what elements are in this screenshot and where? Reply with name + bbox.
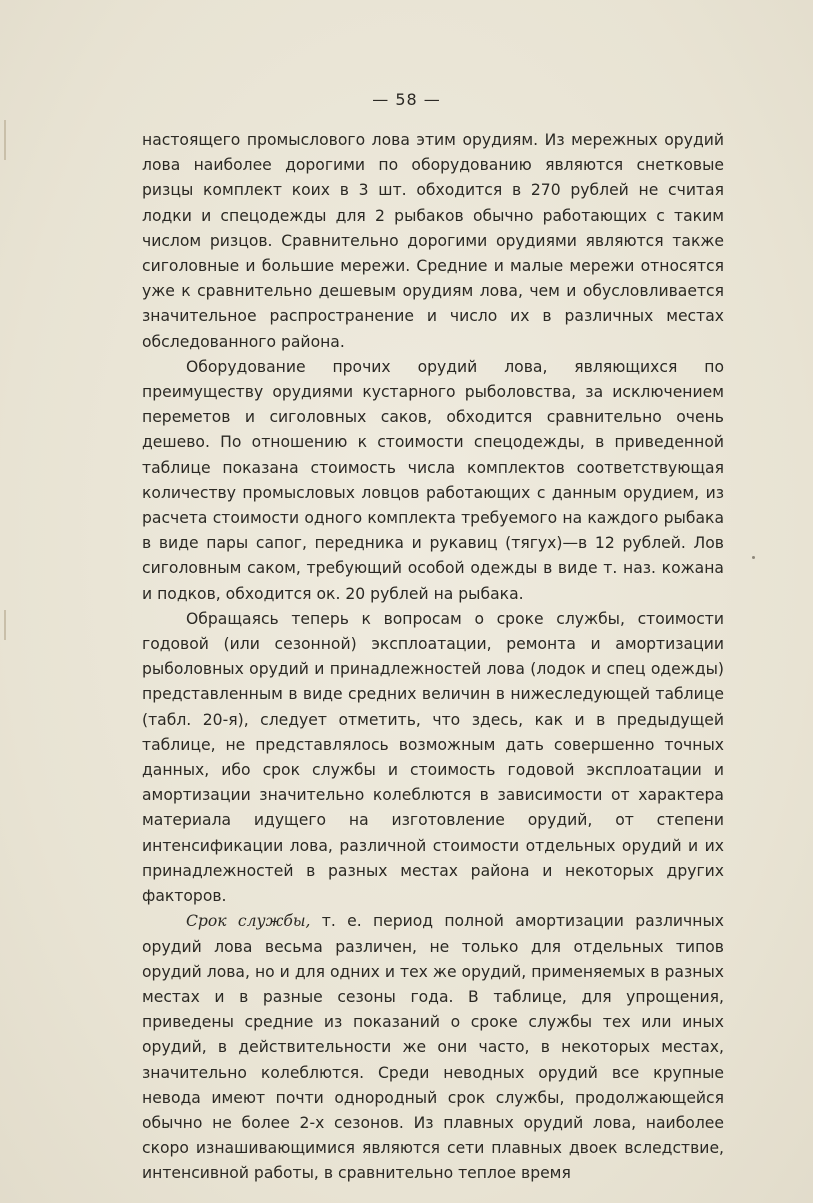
italic-term: Срок службы, (186, 912, 311, 931)
scan-edge-mark (4, 120, 6, 160)
scan-speck (752, 556, 755, 559)
paragraph: настоящего промыслового лова этим орудиям. Из мережных орудий лова наиболее дорогими по оборудованию являются снетковые ризцы комплект коих в 3 шт. обходится в 270 рублей не считая лодки и спецодежды для 2 рыбаков обычно работающих с таким числом ризцов. Сравнительно дорогими орудиями являются также сиголовные и большие мережи. Средние и малые мережи относятся уже к сравнительно дешевым орудиям лова, чем и обусловливается значительное распространение и число их в различных местах обследованного района. (142, 131, 724, 351)
paragraph (142, 909, 724, 1186)
scan-edge-mark (4, 610, 6, 640)
body-text (142, 128, 724, 1187)
paragraph: Оборудование прочих орудий лова, являющихся по преимуществу орудиями кустарного рыболовства, за исключением переметов и сиголовных саков, обходится сравнительно очень дешево. По отношению к стоимости спецодежды, в приведенной таблице показана стоимость числа комплектов соответствующая количеству промысловых ловцов работающих с данным орудием, из расчета стоимости одного комплекта требуемого на каждого рыбака в виде пары сапог, передника и рукавиц (тягух)—в 12 рублей. Лов сиголовным саком, требующий особой одежды в виде т. наз. кожана и подков, обходится ок. 20 рублей на рыбака. (142, 357, 724, 603)
paragraph: Обращаясь теперь к вопросам о сроке службы, стоимости годовой (или сезонной) эксплоатации, ремонта и амортизации рыболовных орудий и принадлежностей лова (лодок и спец одежды) представленным в виде средних величин в нижеследующей таблице (табл. 20-я), следует отметить, что здесь, как и в предыдущей таблице, не представлялось возможным дать совершенно точных данных, ибо срок службы и стоимость годовой эксплоатации и амортизации значительно колеблются в зависимости от характера материала идущего на изготовление орудий, от степени интенсификации лова, различной стоимости отдельных орудий и их принадлежностей в разных местах района и некоторых других факторов. (142, 609, 724, 906)
page-number: — 58 — (372, 90, 441, 109)
paragraph-text: т. е. период полной амортизации различных орудий лова весьма различен, не только для отдельных типов орудий лова, но и для одних и тех же орудий, применяемых в разных местах и в разные сезоны года. В таблице, для упрощения, приведены средние из показаний о сроке службы тех или иных орудий, в действительности же они часто, в некоторых местах, значительно колеблются. Среди неводных орудий все крупные невода имеют почти однородный срок службы, продолжающейся обычно не более 2-х сезонов. Из плавных орудий лова, наиболее скоро изнашивающимися являются сети плавных двоек вследствие, интенсивной работы, в сравнительно теплое время (142, 912, 724, 1183)
